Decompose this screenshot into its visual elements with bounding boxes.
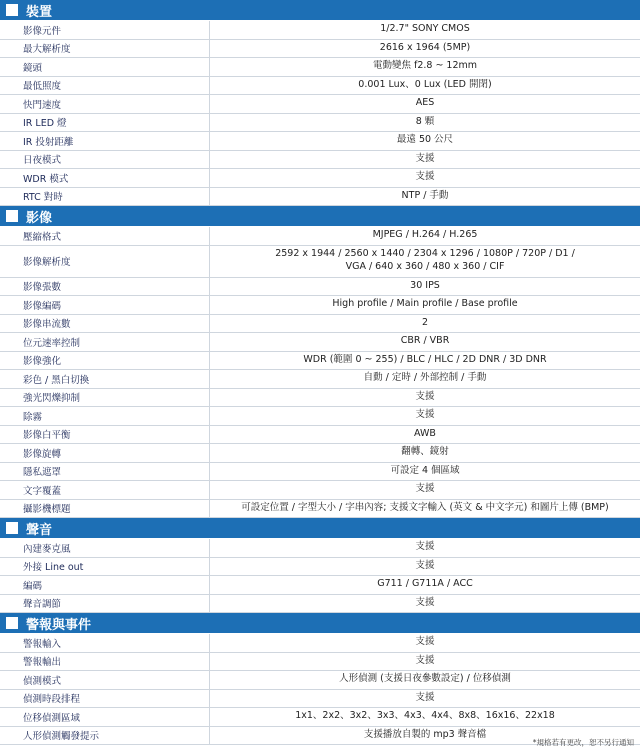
- spec-label: 位移偵測區域: [0, 708, 210, 726]
- spec-label: IR 投射距離: [0, 132, 210, 150]
- spec-value: AES: [415, 97, 435, 109]
- square-icon: [6, 522, 18, 534]
- section-title: 聲音: [26, 522, 53, 538]
- spec-value: G711 / G711A / ACC: [377, 578, 473, 590]
- spec-row: [0, 95, 640, 114]
- spec-value: 最遠 50 公尺: [396, 134, 454, 146]
- spec-row: [0, 671, 640, 690]
- spec-value: 2616 x 1964 (5MP): [379, 41, 471, 53]
- spec-label: 強光閃爍抑制: [0, 389, 210, 407]
- spec-label: 警報輸出: [0, 653, 210, 671]
- spec-row: [0, 539, 640, 558]
- section-header: [0, 518, 640, 539]
- spec-value: 2: [421, 316, 429, 328]
- spec-row: [0, 296, 640, 315]
- spec-label: RTC 對時: [0, 188, 210, 206]
- spec-value: 0.001 Lux、0 Lux (LED 開閉): [358, 78, 492, 90]
- spec-label: 影像白平衡: [0, 426, 210, 444]
- spec-label: 除霧: [0, 407, 210, 425]
- spec-label: 影像解析度: [0, 246, 210, 277]
- spec-row: [0, 21, 640, 40]
- spec-value: 自動 / 定時 / 外部控制 / 手動: [363, 372, 487, 384]
- spec-value: 支援: [415, 636, 435, 648]
- spec-row: [0, 558, 640, 577]
- spec-row: [0, 444, 640, 463]
- spec-value: 可設定 4 個區域: [390, 464, 460, 476]
- spec-label: 最低照度: [0, 77, 210, 95]
- spec-value: MJPEG / H.264 / H.265: [372, 229, 478, 241]
- spec-row: [0, 352, 640, 371]
- spec-row: [0, 333, 640, 352]
- spec-label: 警報輸入: [0, 634, 210, 652]
- spec-row: [0, 370, 640, 389]
- spec-label: 位元速率控制: [0, 333, 210, 351]
- spec-label: 隱私遮罩: [0, 463, 210, 481]
- spec-row: [0, 132, 640, 151]
- footnote: *規格若有更改，恕不另行通知: [532, 738, 634, 747]
- spec-row: [0, 407, 640, 426]
- spec-row: [0, 389, 640, 408]
- spec-row: [0, 58, 640, 77]
- spec-row: [0, 653, 640, 672]
- spec-value: 翻轉、鏡射: [401, 446, 449, 458]
- section-title: 裝置: [26, 4, 53, 20]
- spec-row: [0, 188, 640, 207]
- spec-value: 電動變焦 f2.8 ~ 12mm: [372, 60, 478, 72]
- spec-value: 支援: [415, 559, 435, 571]
- spec-row: [0, 169, 640, 188]
- spec-label: 影像元件: [0, 21, 210, 39]
- spec-row: [0, 114, 640, 133]
- spec-row: [0, 576, 640, 595]
- spec-row: [0, 151, 640, 170]
- square-icon: [6, 4, 18, 16]
- spec-label: 影像張數: [0, 278, 210, 296]
- square-icon: [6, 210, 18, 222]
- spec-label: 彩色 / 黑白切換: [0, 370, 210, 388]
- spec-value: 30 IPS: [410, 279, 440, 291]
- spec-label: 最大解析度: [0, 40, 210, 58]
- spec-row: [0, 315, 640, 334]
- spec-label: IR LED 燈: [0, 114, 210, 132]
- spec-value: 1/2.7" SONY CMOS: [380, 23, 470, 35]
- spec-value: 支援: [415, 171, 435, 183]
- section-header: [0, 206, 640, 227]
- spec-label: WDR 模式: [0, 169, 210, 187]
- spec-label: 快門速度: [0, 95, 210, 113]
- spec-label: 壓縮格式: [0, 227, 210, 245]
- square-icon: [6, 617, 18, 629]
- spec-row: [0, 40, 640, 59]
- spec-value: NTP / 手動: [401, 189, 449, 201]
- spec-row: [0, 246, 640, 278]
- spec-value: 支援: [415, 691, 435, 703]
- spec-value: 2592 x 1944 / 2560 x 1440 / 2304 x 1296 / 1080P / 720P / D1 / VGA / 640 x 360 / 480 x 360 / CIF: [275, 248, 575, 272]
- spec-row: [0, 595, 640, 614]
- spec-row: [0, 278, 640, 297]
- spec-label: 文字覆蓋: [0, 481, 210, 499]
- section-header: [0, 0, 640, 21]
- spec-label: 攝影機標題: [0, 500, 210, 518]
- spec-value: 支援: [415, 596, 435, 608]
- spec-label: 影像串流數: [0, 315, 210, 333]
- spec-row: [0, 634, 640, 653]
- section-title: 影像: [26, 210, 53, 226]
- spec-row: [0, 708, 640, 727]
- spec-label: 人形偵測觸發提示: [0, 727, 210, 745]
- spec-value: 支援播放自製的 mp3 聲音檔: [363, 728, 487, 740]
- spec-value: 支援: [415, 541, 435, 553]
- spec-value: 1x1、2x2、3x2、3x3、4x3、4x4、8x8、16x16、22x18: [295, 710, 555, 722]
- spec-label: 偵測模式: [0, 671, 210, 689]
- spec-row: [0, 690, 640, 709]
- spec-label: 內建麥克風: [0, 539, 210, 557]
- spec-label: 影像編碼: [0, 296, 210, 314]
- spec-value: 人形偵測 (支援日夜參數設定) / 位移偵測: [339, 673, 511, 685]
- spec-value: High profile / Main profile / Base profile: [332, 298, 518, 310]
- spec-label: 偵測時段排程: [0, 690, 210, 708]
- spec-label: 編碼: [0, 576, 210, 594]
- spec-label: 日夜模式: [0, 151, 210, 169]
- spec-row: [0, 77, 640, 96]
- spec-value: CBR / VBR: [400, 335, 450, 347]
- spec-value: 支援: [415, 409, 435, 421]
- spec-row: [0, 426, 640, 445]
- spec-row: [0, 463, 640, 482]
- spec-row: [0, 227, 640, 246]
- spec-label: 聲音調節: [0, 595, 210, 613]
- spec-value: 8 顆: [415, 115, 435, 127]
- spec-value: 支援: [415, 390, 435, 402]
- spec-value: 支援: [415, 483, 435, 495]
- spec-label: 外接 Line out: [0, 558, 210, 576]
- section-header: [0, 613, 640, 634]
- spec-value: 支援: [415, 654, 435, 666]
- spec-label: 鏡頭: [0, 58, 210, 76]
- spec-value: WDR (範圍 0 ~ 255) / BLC / HLC / 2D DNR / 3D DNR: [303, 353, 547, 365]
- spec-value: AWB: [414, 427, 436, 439]
- section-title: 警報與事件: [26, 617, 92, 633]
- spec-label: 影像旋轉: [0, 444, 210, 462]
- spec-row: [0, 481, 640, 500]
- spec-value: 支援: [415, 152, 435, 164]
- spec-row: [0, 500, 640, 519]
- spec-value: 可設定位置 / 字型大小 / 字串內容; 支援文字輸入 (英文 & 中文字元) 和圖片上傳 (BMP): [241, 501, 609, 513]
- spec-label: 影像強化: [0, 352, 210, 370]
